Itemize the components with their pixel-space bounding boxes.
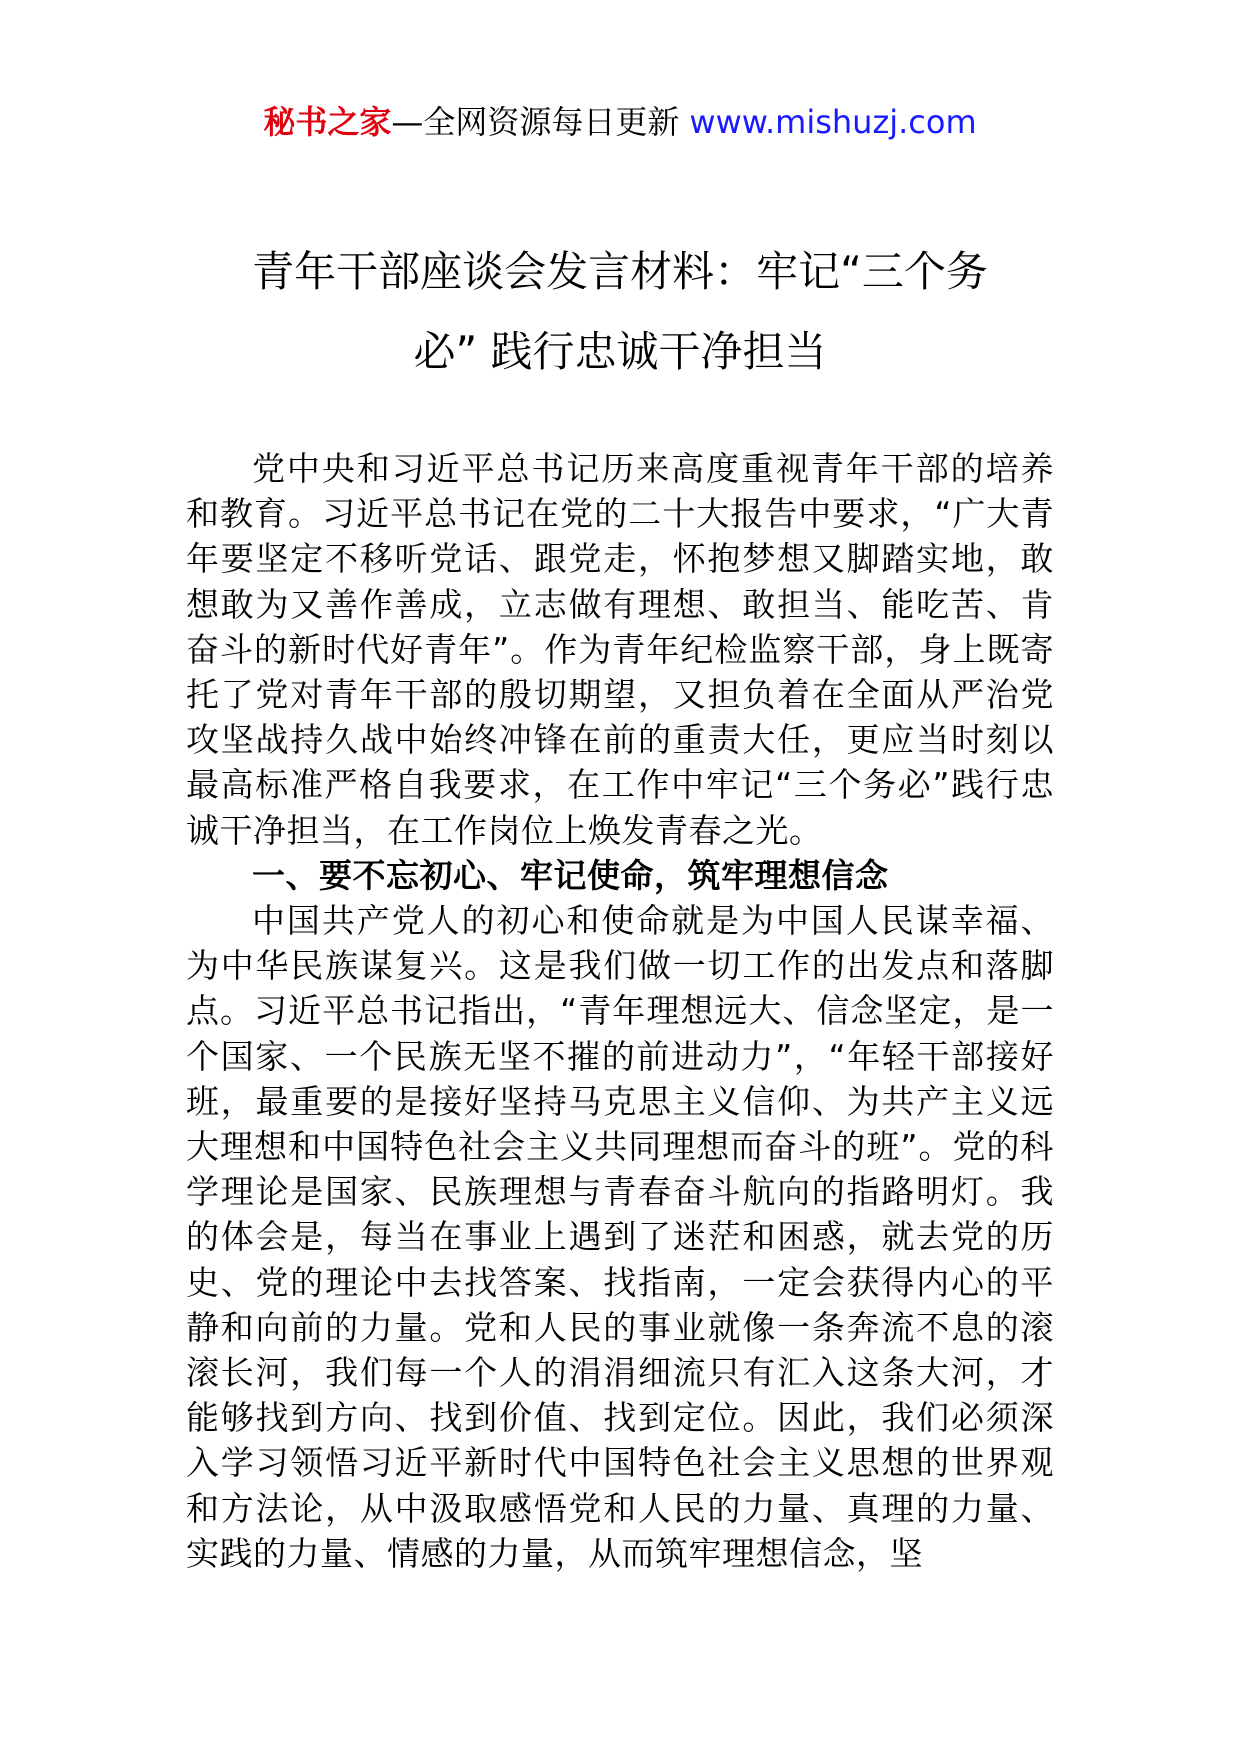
title-line-1: 青年干部座谈会发言材料：牢记“三个务	[252, 247, 988, 296]
title-line-2: 必” 践行忠诚干净担当	[413, 327, 827, 376]
site-slogan: —全网资源每日更新	[391, 103, 680, 141]
document-title	[180, 232, 1060, 392]
document-body	[186, 446, 1054, 1576]
site-header	[0, 100, 1240, 144]
site-brand: 秘书之家	[263, 103, 392, 141]
paragraph-intro: 党中央和习近平总书记历来高度重视青年干部的培养和教育。习近平总书记在党的二十大报告中要求，“广大青年要坚定不移听党话、跟党走，怀抱梦想又脚踏实地，敢想敢为又善作善成，立志做有理想、敢担当、能吃苦、肯奋斗的新时代好青年”。作为青年纪检监察干部，身上既寄托了党对青年干部的殷切期望，又担负着在全面从严治党攻坚战持久战中始终冲锋在前的重责大任，更应当时刻以最高标准严格自我要求，在工作中牢记“三个务必”践行忠诚干净担当，在工作岗位上焕发青春之光。	[186, 449, 1054, 850]
site-url[interactable]: www.mishuzj.com	[689, 103, 977, 141]
paragraph-section-1: 中国共产党人的初心和使命就是为中国人民谋幸福、为中华民族谋复兴。这是我们做一切工作的出发点和落脚点。习近平总书记指出，“青年理想远大、信念坚定，是一个国家、一个民族无坚不摧的前进动力”，“年轻干部接好班，最重要的是接好坚持马克思主义信仰、为共产主义远大理想和中国特色社会主义共同理想而奋斗的班”。党的科学理论是国家、民族理想与青春奋斗航向的指路明灯。我的体会是，每当在事业上遇到了迷茫和困惑，就去党的历史、党的理论中去找答案、找指南，一定会获得内心的平静和向前的力量。党和人民的事业就像一条奔流不息的滚滚长河，我们每一个人的涓涓细流只有汇入这条大河，才能够找到方向、找到价值、找到定位。因此，我们必须深入学习领悟习近平新时代中国特色社会主义思想的世界观和方法论，从中汲取感悟党和人民的力量、真理的力量、实践的力量、情感的力量，从而筑牢理想信念，坚	[186, 901, 1054, 1573]
section-heading-1: 一、要不忘初心、牢记使命，筑牢理想信念	[252, 855, 889, 895]
